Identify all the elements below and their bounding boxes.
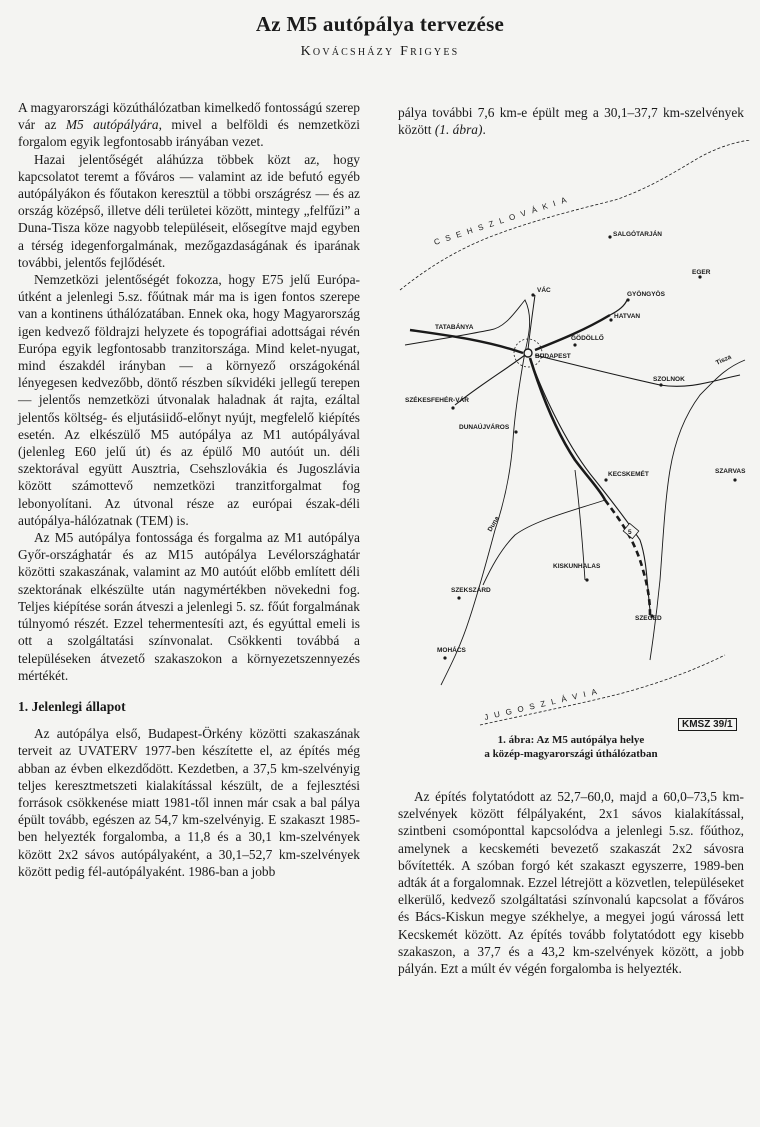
road-number: 5 — [628, 529, 632, 536]
intro-paragraph — [18, 99, 360, 151]
intro-emphasis: M5 autópályára — [65, 117, 159, 133]
city-dot — [585, 578, 588, 581]
road-5 — [530, 358, 650, 610]
city-dot — [573, 343, 576, 346]
city-dot — [659, 383, 662, 386]
city-dot — [531, 293, 534, 296]
city-label: SZOLNOK — [653, 376, 685, 383]
road-kecskemet-west — [483, 500, 605, 585]
tisza-label: Tisza — [714, 353, 733, 367]
left-column — [18, 99, 360, 880]
caption-line-2: a közép-magyarországi úthálózatban — [484, 748, 658, 760]
m5-planned — [605, 500, 650, 615]
right-column-bottom — [398, 788, 744, 977]
intro-text-end: , mivel a belföldi és nemzetközi forgalom egyik legfontosabb irányában vezet. — [18, 117, 360, 150]
danube-label: Duna — [486, 515, 501, 533]
city-dot — [457, 596, 460, 599]
paragraph: Nemzetközi jelentőségét fokozza, hogy E75 jelű Európa-útként a jelenlegi 5.sz. főútnak már ma is igen fontos szerepe van a kontinens úthálózatában. Ennek oka, hogy Magyarország igen kedvező földrajzi helyzete és topográfiai adottságai révén Európa egyik legfontosabb tranzitországa. Mind kelet-nyugat, mind északdél irányban — a környező országokénál lényegesen kedvezőbb, döntő részben síkvidéki jellegű terepen — jelentős nemzetközi útvonalak haladnak át rajta, ezáltal jelentős költség- és eljutásiidő-előnyt nyújt, megfelelő kiépítés esetén. Az elkészülő M5 autópálya az M1 autópályával (jelenleg E60 jelű út) és az épülő M0 autóút un. déli szektorával együtt Ausztria, Csehszlovákia és Jugoszlávia között számottevő nemzetközi tranzitforgalmat fog lebonyolítani. Az útvonal része az európai észak-déli autópálya-hálózatnak (TEM) is. — [18, 272, 360, 528]
road-to-vac — [528, 295, 535, 350]
danube-river — [405, 300, 530, 685]
figure-caption — [398, 733, 744, 761]
road-network-map — [395, 140, 755, 735]
continuation-end: . — [482, 122, 486, 138]
north-country-label: CSEHSZLOVÁKIA — [432, 193, 574, 247]
article-author: Kovácsházy Frigyes — [300, 44, 460, 59]
city-label: EGER — [692, 269, 711, 276]
city-label: BUDAPEST — [535, 353, 571, 360]
city-dot — [514, 430, 517, 433]
city-dot — [733, 478, 736, 481]
paragraph: Az M5 autópálya fontossága és forgalma az M1 autópálya Győr-országhatár és az M15 autópálya Levélországhatár közötti szakaszának, valamint az M0 autóút előbb említett déli szektorának elkészülte után nagymértékben növekedni fog. Teljes kiépítése során átveszi a jelenlegi 5. sz. főút forgalmának túlnyomó részét. Ezzel tehermentesíti azt, és egyúttal emeli is ott a szolgáltatási színvonalat. Csökkenti továbbá a településeken átvezető szakaszokon a környezetszennyezés mértékét. — [18, 530, 360, 683]
city-label: TATABÁNYA — [435, 324, 474, 331]
section-heading: 1. Jelenlegi állapot — [18, 698, 126, 714]
city-label: SZEKSZÁRD — [451, 587, 491, 594]
city-label: VÁC — [537, 287, 551, 294]
city-dot — [626, 298, 629, 301]
city-dot — [609, 318, 612, 321]
city-label: SZARVAS — [715, 468, 746, 475]
city-label: KECSKEMÉT — [608, 471, 649, 478]
continuation-paragraph — [398, 104, 744, 138]
city-dot — [451, 406, 454, 409]
paragraph: Hazai jelentőségét aláhúzza többek közt az, hogy kapcsolatot teremt a főváros — valamint az ide befutó egyéb autópályákon és főutakon keresztül a többi országrész — és az ország középső, illetve déli területei között, mintegy „felfűzi” a Duna-Tisza köze nagyobb településeit, elősegítve majd egyben a térség idegenforgalmának, mezőgazdaságának és iparának további, jelentős fejlődését. — [18, 151, 360, 270]
article-title: Az M5 autópálya tervezése — [255, 12, 505, 36]
city-label: MOHÁCS — [437, 647, 466, 654]
city-dot — [608, 235, 611, 238]
city-dot — [443, 656, 446, 659]
paragraph: Az építés folytatódott az 52,7–60,0, majd a 60,0–73,5 km-szelvények között félpályaként, 2x1 sávos kialakítással, szintbeni csomóponttal kapcsolódva a jelenlegi 5.sz. főúthoz, amelynek a kecskeméti bevezető szakaszát 2x2 sávosra bővítették. A szóban forgó két szakaszt egyszerre, 1989-ben adták át a forgalomnak. Ezzel létrejött a közvetlen, településeket elkerülő, kedvező szolgáltatási színvonalú kapcsolat a főváros és Bács-Kiskun megye székhelye, a megyei jogú várossá lett Kecskemét között. Az építés tovább folytatódott egy kisebb szakaszon, a 37,7 és a 43,2 km-szelvények között, a jobb pályán. Ezt a múlt év végén forgalomba is helyezték. — [398, 789, 744, 977]
figure-reference: (1. ábra) — [434, 122, 483, 138]
city-label: SALGÓTARJÁN — [613, 231, 662, 238]
city-label: GÖDÖLLŐ — [571, 335, 604, 342]
city-label: SZEGED — [635, 615, 662, 622]
section-paragraph: Az autópálya első, Budapest-Örkény közötti szakaszának terveit az UVATERV 1977-ben készítette el, az építés még abban az évben elkezdődött. Kezdetben, a 37,5 km-szelvényig teljes keresztmetszeti kialakítással készült, de a fejlesztési források csökkenése miatt 1981-től innen már csak a bal pálya épült tovább, egészen az 54,7 km-szelvényig. E szakaszt 1985-ben helyezték forgalomba, a 11,8 és a 30,1 km-szelvények között 2x2 sávos autópályaként, a 30,1–52,7 km-szelvények között pedig fél-autópályaként. 1986-ban a jobb — [18, 726, 360, 879]
caption-line-1: 1. ábra: Az M5 autópálya helye — [497, 734, 645, 746]
city-label: SZÉKESFEHÉR-VÁR — [405, 397, 469, 404]
city-label: HATVAN — [614, 313, 641, 320]
budapest-marker — [524, 349, 532, 357]
map-code: KMSZ 39/1 — [678, 718, 737, 731]
continuation-text: pálya további 7,6 km-e épült meg a 30,1–37,7 km-szelvények között — [398, 105, 744, 138]
right-column-top — [398, 104, 744, 138]
north-border — [400, 140, 750, 290]
figure-map — [395, 140, 755, 735]
south-country-label: JUGOSZLÁVIA — [483, 685, 604, 722]
city-label: KISKUNHALAS — [553, 563, 601, 570]
tisza-river — [650, 360, 745, 660]
city-label: GYÖNGYÖS — [627, 291, 665, 298]
city-label: DUNAÚJVÁROS — [459, 424, 510, 431]
city-dot — [604, 478, 607, 481]
m3-road — [535, 315, 610, 350]
intro-text: A magyarországi közúthálózatban kimelkedő fontosságú szerep vár az — [18, 100, 360, 133]
